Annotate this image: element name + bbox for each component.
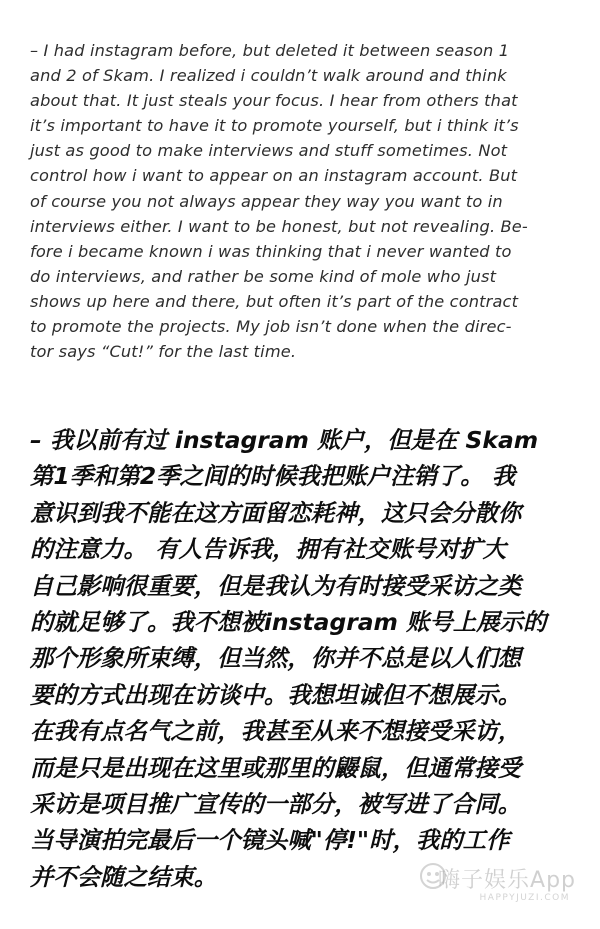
- watermark-subtext: HAPPYJUZI.COM: [479, 893, 570, 903]
- chinese-line: 第1季和第2季之间的时候我把账户注销了。 我: [30, 462, 516, 491]
- english-line: and 2 of Skam. I realized i couldn’t walk around and think: [30, 66, 507, 86]
- english-line: tor says “Cut!” for the last time.: [30, 342, 297, 362]
- english-line: – I had instagram before, but deleted it between season 1: [30, 41, 510, 60]
- chinese-line: 当导演拍完最后一个镜头喊"停!"时，我的工作: [30, 826, 510, 855]
- chinese-line: 要的方式出现在访谈中。我想坦诚但不想展示。: [30, 680, 522, 709]
- chinese-quote: [30, 422, 575, 895]
- english-line: interviews either. I want to be honest, but not revealing. Be-: [30, 216, 528, 236]
- watermark-text: 嗨子娱乐App: [438, 868, 576, 893]
- english-line: control how i want to appear on an instagram account. But: [30, 166, 518, 186]
- english-line: just as good to make interviews and stuff sometimes. Not: [30, 141, 508, 161]
- english-line: of course you not always appear they way you want to in: [30, 191, 503, 211]
- english-line: it’s important to have it to promote yourself, but i think it’s: [30, 116, 519, 136]
- chinese-line: 的就足够了。我不想被instagram 账号上展示的: [30, 608, 547, 637]
- watermark: [418, 857, 590, 911]
- english-line: about that. It just steals your focus. I hear from others that: [30, 91, 518, 111]
- english-line: do interviews, and rather be some kind of mole who just: [30, 266, 497, 286]
- chinese-line: 而是只是出现在这里或那里的鼹鼠，但通常接受: [30, 753, 522, 782]
- chinese-line: 意识到我不能在这方面留恋耗神，这只会分散你: [30, 498, 522, 527]
- chinese-line: 自己影响很重要，但是我认为有时接受采访之类: [30, 571, 522, 600]
- chinese-line: 那个形象所束缚，但当然，你并不总是以人们想: [30, 644, 522, 673]
- english-quote: [30, 38, 572, 364]
- english-line: fore i became known i was thinking that i never wanted to: [30, 241, 512, 261]
- chinese-line: 在我有点名气之前，我甚至从来不想接受采访，: [30, 717, 522, 746]
- english-line: shows up here and there, but often it’s part of the contract: [30, 291, 519, 311]
- chinese-line: 采访是项目推广宣传的一部分，被写进了合同。: [30, 790, 522, 819]
- chinese-line: – 我以前有过 instagram 账户，但是在 Skam: [30, 426, 539, 454]
- chinese-line: 的注意力。 有人告诉我，拥有社交账号对扩大: [30, 535, 506, 564]
- english-line: to promote the projects. My job isn’t done when the direc-: [30, 317, 512, 337]
- chinese-line: 并不会随之结束。: [30, 862, 218, 891]
